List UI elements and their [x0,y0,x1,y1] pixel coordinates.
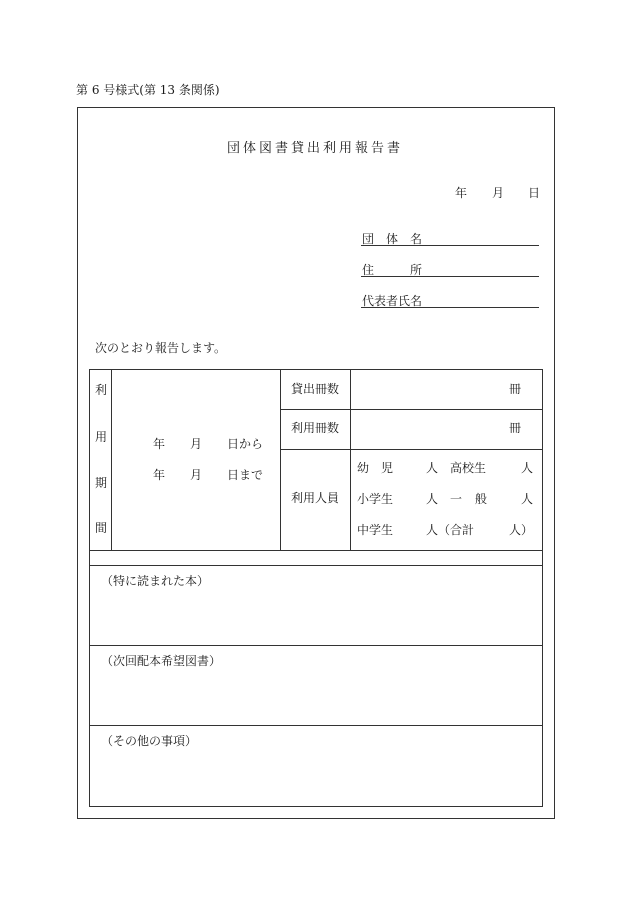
address-label-2: 所 [410,263,423,277]
high-school-unit: 人 [521,461,534,475]
elementary-label: 小学生 [357,492,394,506]
elementary-unit: 人 [426,492,439,506]
general-label-1: 一 [450,492,463,506]
popular-books-label: （特に読まれた本） [101,574,210,588]
next-request-label: （次回配本希望図書） [101,654,222,668]
period-label-divider [111,370,112,550]
period-from-day: 日から [227,437,264,451]
usage-count-unit: 冊 [509,421,522,435]
preschool-label-1: 幼 [357,461,370,475]
period-from-month: 月 [190,437,203,451]
preschool-unit: 人 [426,461,439,475]
row-divider-1 [280,409,542,410]
count-label-divider-right [350,370,351,550]
row-divider-6 [90,725,542,726]
date-year-label: 年 [455,186,468,200]
total-unit: 人） [509,523,534,537]
loan-count-unit: 冊 [509,382,522,396]
period-label-char-4: 間 [95,521,108,535]
group-name-label-1: 団 [362,232,375,246]
row-divider-5 [90,645,542,646]
group-name-label-3: 名 [410,232,423,246]
group-name-label-2: 体 [386,232,399,246]
junior-high-label: 中学生 [357,523,394,537]
representative-label: 代表者氏名 [362,294,423,308]
count-label-divider-left [280,370,281,550]
period-to-month: 月 [190,468,203,482]
high-school-label: 高校生 [450,461,487,475]
period-label-char-3: 期 [95,476,108,490]
date-day-label: 日 [528,186,541,200]
form-number: 第 6 号様式(第 13 条関係) [76,83,220,97]
preschool-label-2: 児 [381,461,394,475]
group-name-field[interactable] [361,245,539,246]
period-to-day: 日まで [227,468,264,482]
row-divider-4 [90,565,542,566]
intro-text: 次のとおり報告します。 [95,341,227,355]
document-title: 団体図書貸出利用報告書 [226,141,403,156]
users-label: 利用人員 [291,491,340,505]
row-divider-2 [280,449,542,450]
representative-field[interactable] [361,307,539,308]
address-label-1: 住 [362,263,375,277]
address-field[interactable] [361,276,539,277]
usage-count-label: 利用冊数 [291,421,340,435]
date-month-label: 月 [492,186,505,200]
period-label-char-2: 用 [95,430,108,444]
period-to-year: 年 [153,468,166,482]
row-divider-3 [90,550,542,551]
general-unit: 人 [521,492,534,506]
general-label-2: 般 [475,492,488,506]
period-label-char-1: 利 [95,383,108,397]
period-from-year: 年 [153,437,166,451]
other-matters-label: （その他の事項） [101,734,198,748]
loan-count-label: 貸出冊数 [291,382,340,396]
total-label: 人（合計 [426,523,475,537]
